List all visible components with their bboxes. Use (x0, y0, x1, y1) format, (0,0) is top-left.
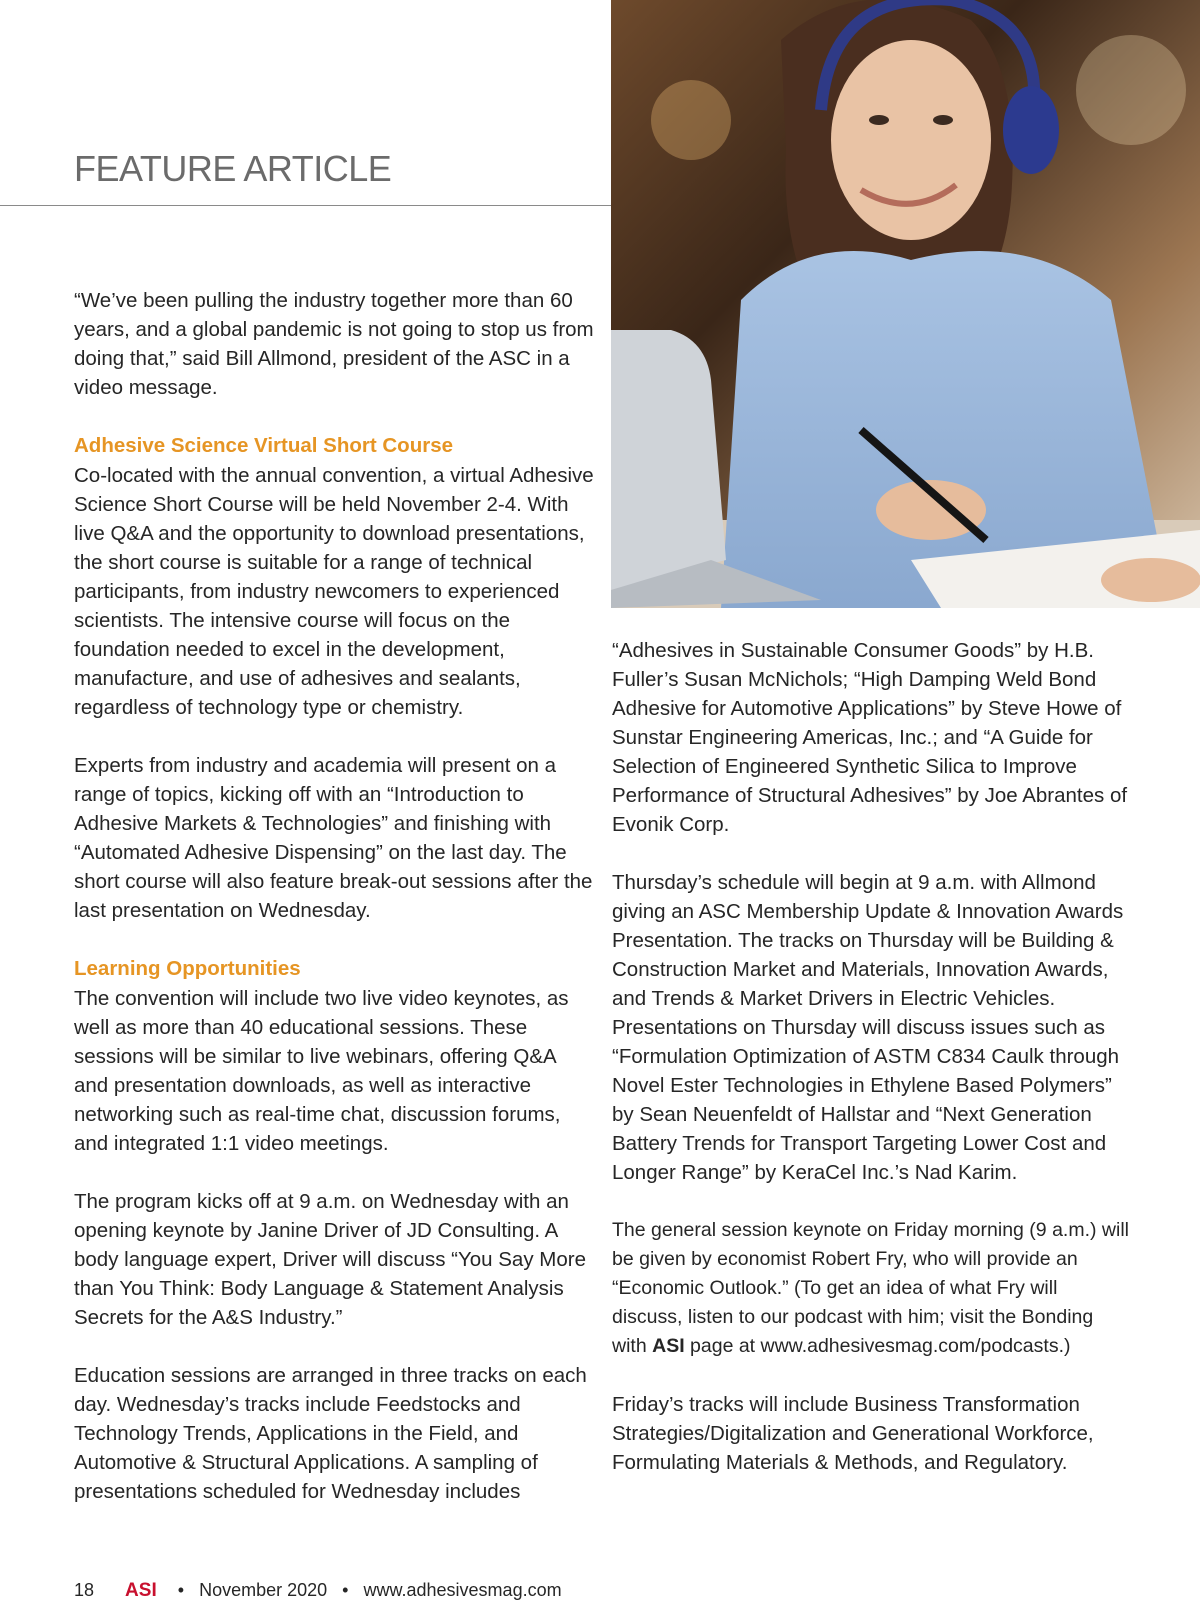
left-column (74, 286, 594, 1535)
subhead-learning-opportunities: Learning Opportunities (74, 957, 301, 980)
footer-bullet: • (177, 1580, 185, 1600)
intro-quote-paragraph: “We’ve been pulling the industry together more than 60 years, and a global pandemic is not going to stop us from doing that,” said Bill Allmond, president of the ASC in a video message. (74, 289, 594, 399)
convention-paragraph: The convention will include two live video keynotes, as well as more than 40 educational sessions. These sessions will be similar to live webinars, offering Q&A and presentation downloads, as well as interactive networking such as real-time chat, discussion forums, and integrated 1:1 video meetings. (74, 987, 569, 1155)
subhead-short-course: Adhesive Science Virtual Short Course (74, 434, 453, 457)
thursday-paragraph: Thursday’s schedule will begin at 9 a.m. with Allmond giving an ASC Membership Update & Innovation Awards Presentation. The tracks on Thursday will be Building & Construction Market and Materials, Innovation Awards, and Trends & Market Drivers in Electric Vehicles. Presentations on Thursday will discuss issues such as “Formulation Optimization of ASTM C834 Caulk through Novel Ester Technologies in Ethylene Based Polymers” by Sean Neuenfeldt of Hallstar and “Next Generation Battery Trends for Transport Targeting Lower Cost and Longer Range” by KeraCel Inc.’s Nad Karim. (612, 871, 1124, 1184)
wednesday-presentations-paragraph: “Adhesives in Sustainable Consumer Goods” by H.B. Fuller’s Susan McNichols; “High Damping Weld Bond Adhesive for Automotive Applications” by Steve Howe of Sunstar Engineering Americas, Inc.; and “A Guide for Selection of Engineered Synthetic Silica to Improve Performance of Structural Adhesives” by Joe Abrantes of Evonik Corp. (612, 639, 1128, 836)
friday-keynote-text: The general session keynote on Friday morning (9 a.m.) will be given by economist Robert Fry, who will provide an “Economic Outlook.” (To get an idea of what Fry will discuss, listen to our podcast with him; visit the Bonding with (612, 1219, 1129, 1357)
website-url: www.adhesivesmag.com (363, 1580, 562, 1600)
photo-woman-headphones-laptop-icon (611, 0, 1200, 608)
podcast-link-text: page at www.adhesivesmag.com/podcasts.) (684, 1335, 1071, 1357)
experts-paragraph: Experts from industry and academia will present on a range of topics, kicking off with an “Introduction to Adhesive Markets & Technologies” and finishing with “Automated Adhesive Dispensing” on the last day. The short course will also feature break-out sessions after the last presentation on Wednesday. (74, 754, 593, 922)
right-column (612, 636, 1132, 1506)
tracks-paragraph: Education sessions are arranged in three tracks on each day. Wednesday’s tracks include Feedstocks and Technology Trends, Applications in the Field, and Automotive & Structural Applications. A sampling of presentations scheduled for Wednesday includes (74, 1364, 587, 1503)
keynote-paragraph: The program kicks off at 9 a.m. on Wednesday with an opening keynote by Janine Driver of JD Consulting. A body language expert, Driver will discuss “You Say More than You Think: Body Language & Statement Analysis Secrets for the A&S Industry.” (74, 1190, 586, 1329)
magazine-logo: ASI (125, 1580, 157, 1601)
friday-tracks-paragraph: Friday’s tracks will include Business Transformation Strategies/Digitalization and Generational Workforce, Formulating Materials & Methods, and Regulatory. (612, 1393, 1094, 1474)
footer-bullet: • (342, 1580, 349, 1600)
asi-inline-brand: ASI (652, 1335, 685, 1357)
page-footer (74, 1580, 562, 1602)
friday-keynote-paragraph (612, 1216, 1132, 1361)
section-rule (0, 205, 612, 206)
issue-date: November 2020 (199, 1580, 328, 1600)
page-number: 18 (74, 1580, 95, 1600)
short-course-paragraph: Co-located with the annual convention, a virtual Adhesive Science Short Course will be held November 2-4. With live Q&A and the opportunity to download presentations, the short course is suitable for a range of technical participants, from industry newcomers to experienced scientists. The intensive course will focus on the foundation needed to excel in the development, manufacture, and use of adhesives and sealants, regardless of technology type or chemistry. (74, 464, 594, 719)
article-photo (611, 0, 1200, 608)
section-label: FEATURE ARTICLE (74, 148, 392, 189)
